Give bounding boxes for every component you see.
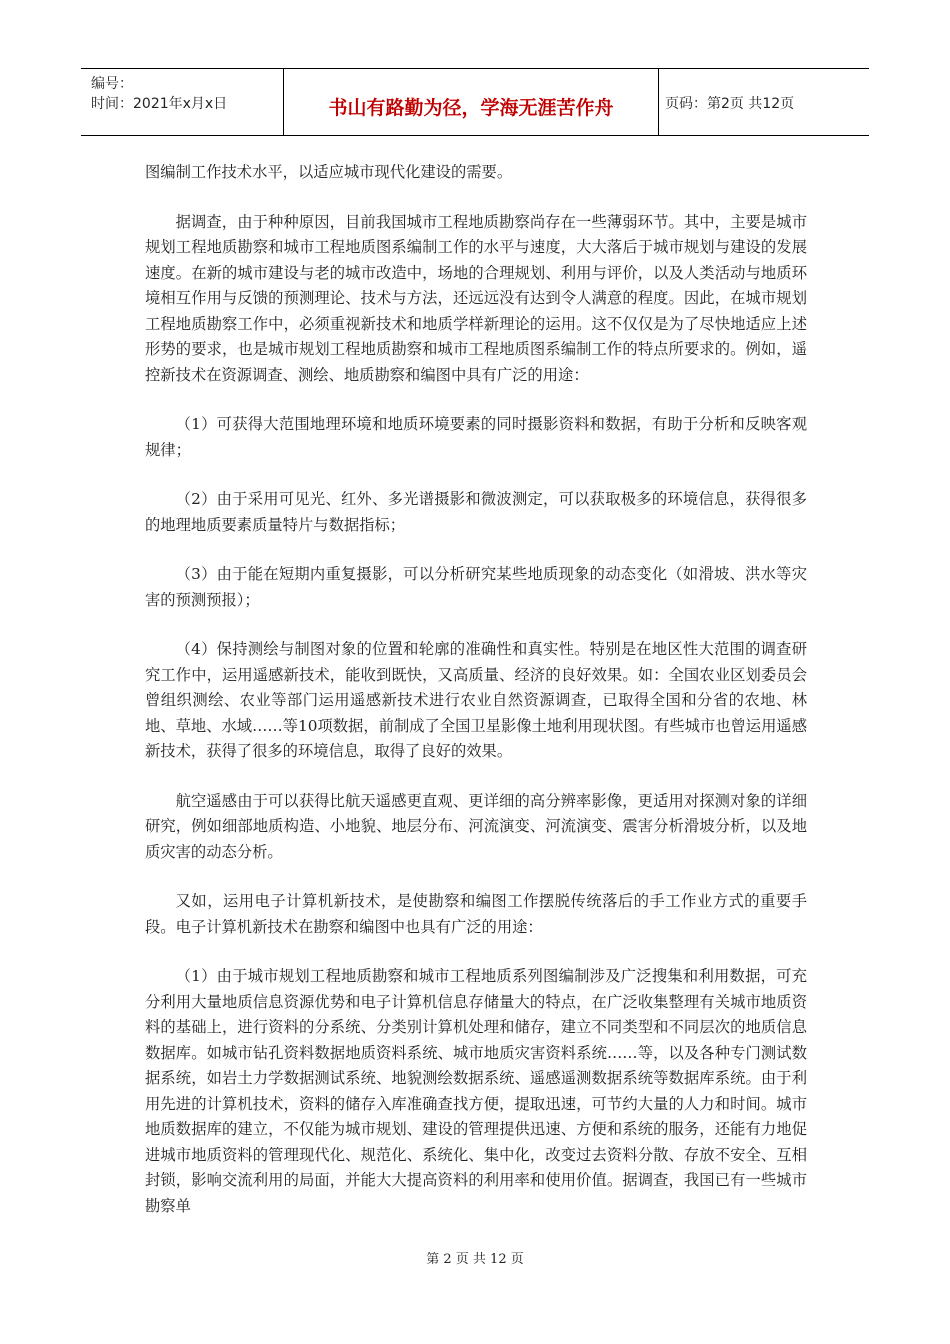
paragraph: 又如，运用电子计算机新技术，是使勘察和编图工作摆脱传统落后的手工作业方式的重要手段。电子计算机新技术在勘察和编图中也具有广泛的用途： — [145, 892, 807, 936]
header-motto-cell — [284, 69, 659, 135]
list-item: （1）由于城市规划工程地质勘察和城市工程地质系列图编制涉及广泛搜集和利用数据，可充分利用大量地质信息资源优势和电子计算机信息存储量大的特点，在广泛收集整理有关城市地质资料的基础上，进行资料的分系统、分类别计算机处理和储存，建立不同类型和不同层次的地质信息数据库。如城市钻孔资料数据地质资料系统、城市地质灾害资料系统……等，以及各种专门测试数据系统，如岩土力学数据测试系统、地貌测绘数据系统、遥感遥测数据系统等数据库系统。由于利用先进的计算机技术，资料的储存入库准确查找方便，提取迅速，可节约大量的人力和时间。城市地质数据库的建立，不仅能为城市规划、建设的管理提供迅速、方便和系统的服务，还能有力地促进城市地质资料的管理现代化、规范化、系统化、集中化，改变过去资料分散、存放不安全、互相封锁，影响交流利用的局面，并能大大提高资料的利用率和使用价值。据调查，我国已有一些城市勘察单 — [145, 967, 807, 1215]
paragraph: 航空遥感由于可以获得比航天遥感更直观、更详细的高分辨率影像，更适用对探测对象的详细研究，例如细部地质构造、小地貌、地层分布、河流演变、河流演变、震害分析滑坡分析，以及地质灾害的动态分析。 — [145, 791, 807, 861]
list-item: （1）可获得大范围地理环境和地质环境要素的同时摄影资料和数据，有助于分析和反映客观规律； — [145, 415, 807, 459]
document-header — [81, 68, 869, 136]
page-footer: 第 2 页 共 12 页 — [426, 1252, 524, 1267]
list-item: （3）由于能在短期内重复摄影，可以分析研究某些地质现象的动态变化（如滑坡、洪水等灾害的预测预报）； — [145, 565, 807, 609]
document-body — [145, 160, 807, 1243]
header-info-cell — [81, 69, 284, 135]
document-number-label: 编号： — [91, 76, 133, 92]
paragraph: 据调查，由于种种原因，目前我国城市工程地质勘察尚存在一些薄弱环节。其中，主要是城市规划工程地质勘察和城市工程地质图系编制工作的水平与速度，大大落后于城市规划与建设的发展速度。在新的城市建设与老的城市改造中，场地的合理规划、利用与评价，以及人类活动与地质环境相互作用与反馈的预测理论、技术与方法，还远远没有达到令人满意的程度。因此，在城市规划工程地质勘察工作中，必须重视新技术和地质学样新理论的运用。这不仅仅是为了尽快地适应上述形势的要求，也是城市规划工程地质勘察和城市工程地质图系编制工作的特点所要求的。例如，遥控新技术在资源调查、测绘、地质勘察和编图中具有广泛的用途： — [145, 212, 807, 384]
header-page-cell — [659, 69, 869, 135]
header-motto: 书山有路勤为径，学海无涯苦作舟 — [328, 97, 614, 119]
paragraph: 图编制工作技术水平，以适应城市现代化建设的需要。 — [145, 163, 513, 181]
list-item: （4）保持测绘与制图对象的位置和轮廓的准确性和真实性。特别是在地区性大范围的调查研究工作中，运用遥感新技术，能收到既快，又高质量、经济的良好效果。如：全国农业区划委员会曾组织测绘、农业等部门运用遥感新技术进行农业自然资源调查，已取得全国和分省的农地、林地、草地、水域……等10项数据，前制成了全国卫星影像土地利用现状图。有些城市也曾运用遥感新技术，获得了很多的环境信息，取得了良好的效果。 — [145, 640, 807, 760]
list-item: （2）由于采用可见光、红外、多光谱摄影和微波测定，可以获取极多的环境信息，获得很多的地理地质要素质量特片与数据指标； — [145, 490, 807, 534]
header-page-number: 页码：第2页 共12页 — [665, 96, 795, 112]
document-date-label: 时间：2021年x月x日 — [91, 96, 228, 112]
